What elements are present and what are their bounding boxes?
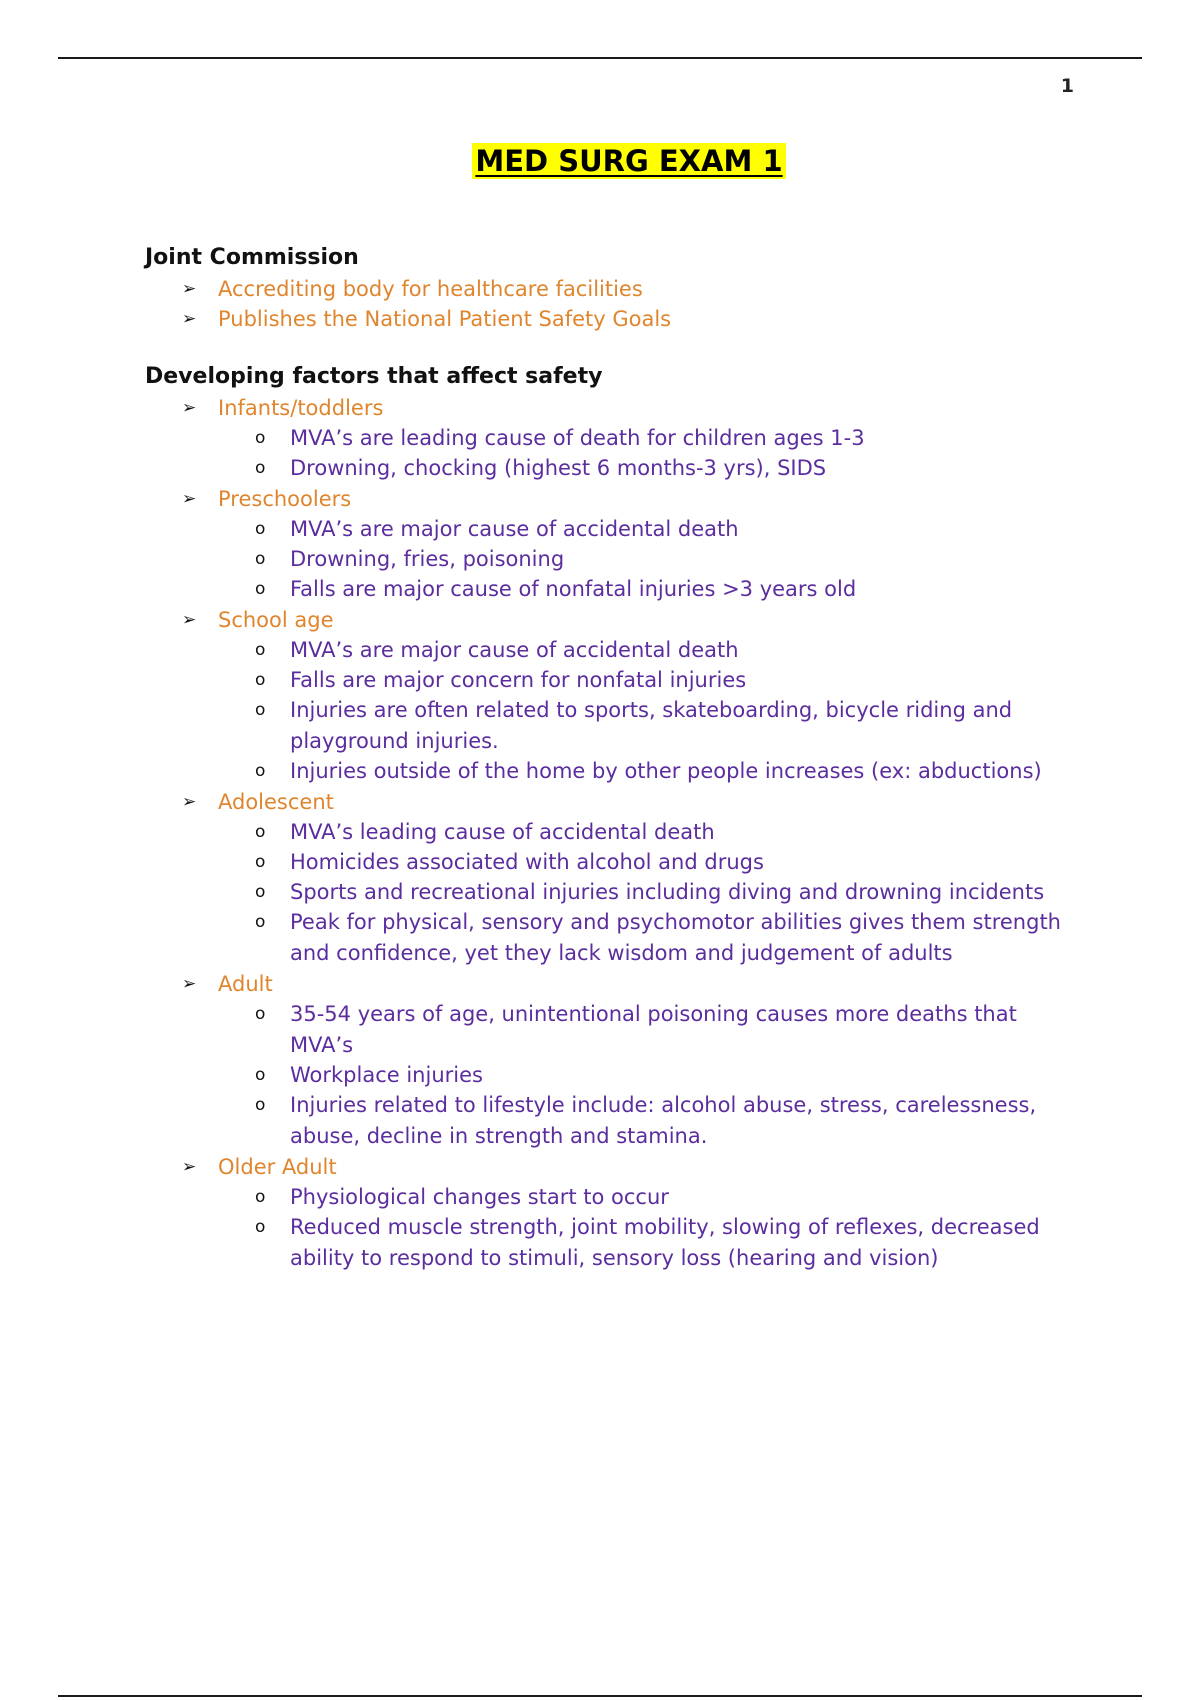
section-heading-joint-commission: Joint Commission xyxy=(145,245,359,270)
sub-list-item xyxy=(145,695,1080,757)
sub-list-item-text: MVA’s leading cause of accidental death xyxy=(290,820,715,844)
list-item-text: Adult xyxy=(218,972,273,996)
sub-list-item-text: Reduced muscle strength, joint mobility, slowing of reflexes, decreased ability to respond to stimuli, sensory loss (hearing and vision) xyxy=(290,1215,1040,1270)
sub-list-item xyxy=(145,756,1080,787)
sub-list-item xyxy=(145,999,1080,1061)
list-item-text: Older Adult xyxy=(218,1155,337,1179)
bullet-list xyxy=(145,393,1080,1274)
sub-list-item xyxy=(145,1090,1080,1152)
sub-list-item-text: Injuries related to lifestyle include: alcohol abuse, stress, carelessness, abuse, decline in strength and stamina. xyxy=(290,1093,1037,1148)
sub-list-item-text: Falls are major concern for nonfatal injuries xyxy=(290,668,747,692)
sub-list-item-text: 35-54 years of age, unintentional poisoning causes more deaths that MVA’s xyxy=(290,1002,1017,1057)
list-item xyxy=(145,605,1080,787)
list-item xyxy=(145,274,1080,304)
list-item xyxy=(145,969,1080,1152)
list-item-text: Adolescent xyxy=(218,790,334,814)
circle-bullet-icon: o xyxy=(255,852,266,872)
circle-bullet-icon: o xyxy=(255,579,266,599)
circle-bullet-icon: o xyxy=(255,1217,266,1237)
sub-list-item-text: Injuries outside of the home by other people increases (ex: abductions) xyxy=(290,759,1042,783)
list-item-text: Publishes the National Patient Safety Goals xyxy=(218,307,672,331)
document-body xyxy=(145,242,1080,1274)
list-item xyxy=(145,1152,1080,1274)
circle-bullet-icon: o xyxy=(255,1095,266,1115)
circle-bullet-icon: o xyxy=(255,670,266,690)
bottom-rule xyxy=(58,1695,1142,1697)
list-item-text: School age xyxy=(218,608,334,632)
sub-list-item xyxy=(145,635,1080,666)
sub-list-item-text: Homicides associated with alcohol and drugs xyxy=(290,850,764,874)
page-number: 1 xyxy=(1060,75,1074,97)
sub-list-item-text: Peak for physical, sensory and psychomotor abilities gives them strength and confidence, yet they lack wisdom and judgement of adults xyxy=(290,910,1061,965)
arrow-bullet-icon: ➢ xyxy=(182,610,197,630)
arrow-bullet-icon: ➢ xyxy=(182,974,197,994)
sub-list-item xyxy=(145,453,1080,484)
arrow-bullet-icon: ➢ xyxy=(182,279,197,299)
list-item-text: Infants/toddlers xyxy=(218,396,384,420)
sub-list-item xyxy=(145,544,1080,575)
arrow-bullet-icon: ➢ xyxy=(182,792,197,812)
sub-list xyxy=(218,423,1080,484)
sub-list-item-text: Physiological changes start to occur xyxy=(290,1185,669,1209)
arrow-bullet-icon: ➢ xyxy=(182,489,197,509)
circle-bullet-icon: o xyxy=(255,1065,266,1085)
sub-list-item xyxy=(145,877,1080,908)
section-heading-developing-factors: Developing factors that affect safety xyxy=(145,364,603,389)
list-item xyxy=(145,304,1080,334)
sub-list-item-text: MVA’s are leading cause of death for children ages 1-3 xyxy=(290,426,865,450)
circle-bullet-icon: o xyxy=(255,1187,266,1207)
arrow-bullet-icon: ➢ xyxy=(182,309,197,329)
circle-bullet-icon: o xyxy=(255,761,266,781)
title-container xyxy=(0,143,1200,179)
bullet-list xyxy=(145,274,1080,334)
circle-bullet-icon: o xyxy=(255,912,266,932)
circle-bullet-icon: o xyxy=(255,1004,266,1024)
sub-list-item-text: Sports and recreational injuries including diving and drowning incidents xyxy=(290,880,1045,904)
sub-list-item-text: MVA’s are major cause of accidental death xyxy=(290,517,739,541)
circle-bullet-icon: o xyxy=(255,519,266,539)
sub-list-item-text: Falls are major cause of nonfatal injuries >3 years old xyxy=(290,577,857,601)
sub-list xyxy=(218,514,1080,605)
list-item xyxy=(145,787,1080,969)
sub-list-item xyxy=(145,574,1080,605)
top-rule xyxy=(58,57,1142,59)
sub-list-item-text: Drowning, chocking (highest 6 months-3 yrs), SIDS xyxy=(290,456,827,480)
list-item-text: Accrediting body for healthcare facilities xyxy=(218,277,643,301)
circle-bullet-icon: o xyxy=(255,882,266,902)
sub-list-item xyxy=(145,847,1080,878)
sub-list xyxy=(218,817,1080,969)
sub-list xyxy=(218,1182,1080,1274)
sub-list-item xyxy=(145,1060,1080,1091)
sub-list-item xyxy=(145,817,1080,848)
arrow-bullet-icon: ➢ xyxy=(182,1157,197,1177)
arrow-bullet-icon: ➢ xyxy=(182,398,197,418)
sub-list-item-text: Injuries are often related to sports, skateboarding, bicycle riding and playground injuries. xyxy=(290,698,1013,753)
sub-list-item xyxy=(145,1182,1080,1213)
sub-list xyxy=(218,635,1080,787)
list-item xyxy=(145,484,1080,605)
sub-list-item-text: MVA’s are major cause of accidental death xyxy=(290,638,739,662)
sub-list-item xyxy=(145,907,1080,969)
sub-list-item xyxy=(145,423,1080,454)
circle-bullet-icon: o xyxy=(255,822,266,842)
list-item xyxy=(145,393,1080,484)
circle-bullet-icon: o xyxy=(255,700,266,720)
sub-list-item-text: Workplace injuries xyxy=(290,1063,483,1087)
sub-list-item xyxy=(145,665,1080,696)
list-item-text: Preschoolers xyxy=(218,487,352,511)
sub-list-item-text: Drowning, fries, poisoning xyxy=(290,547,565,571)
circle-bullet-icon: o xyxy=(255,549,266,569)
circle-bullet-icon: o xyxy=(255,640,266,660)
circle-bullet-icon: o xyxy=(255,428,266,448)
sub-list xyxy=(218,999,1080,1152)
sub-list-item xyxy=(145,1212,1080,1274)
sub-list-item xyxy=(145,514,1080,545)
document-title: MED SURG EXAM 1 xyxy=(472,143,785,179)
circle-bullet-icon: o xyxy=(255,458,266,478)
